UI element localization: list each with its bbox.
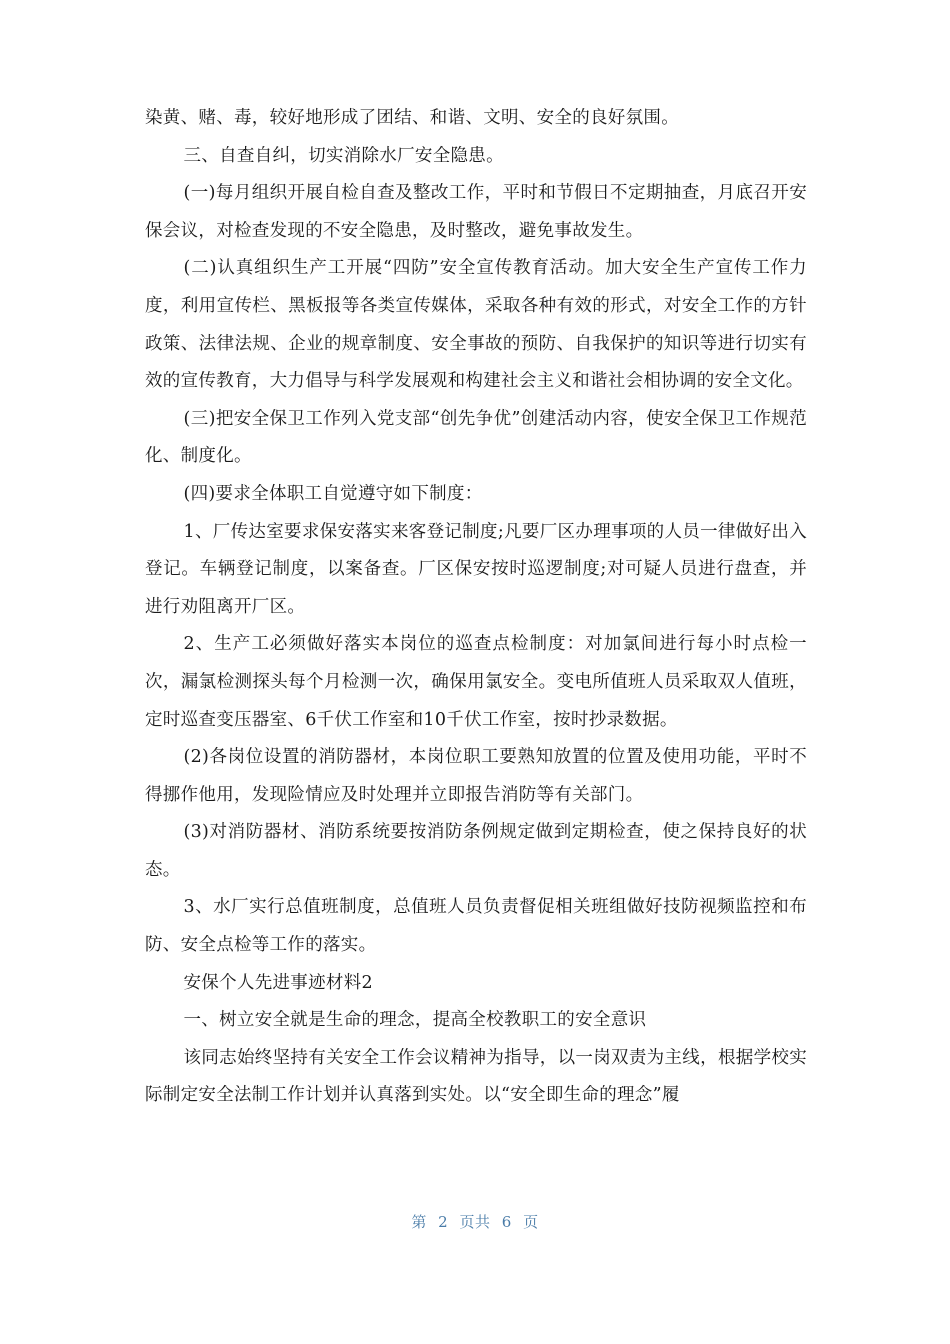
list-item: 2、生产工必须做好落实本岗位的巡查点检制度：对加氯间进行每小时点检一次，漏氯检测探头每个月检测一次，确保用氯安全。变电所值班人员采取双人值班，定时巡查变压器室、6千伏工作室和10千伏工作室，按时抄录数据。 [145,634,807,730]
current-page-number: 2 [438,1213,449,1231]
section-heading-3: 三、自查自纠，切实消除水厂安全隐患。 [183,145,504,166]
section-heading-1: 一、树立安全就是生命的理念，提高全校教职工的安全意识 [183,1010,647,1031]
paragraph: (一)每月组织开展自检自查及整改工作，平时和节假日不定期抽查，月底召开安保会议，对检查发现的不安全隐患，及时整改，避免事故发生。 [145,183,807,241]
paragraph: (二)认真组织生产工开展“四防”安全宣传教育活动。加大安全生产宣传工作力度，利用宣传栏、黑板报等各类宣传媒体，采取各种有效的形式，对安全工作的方针政策、法律法规、企业的规章制度、安全事故的预防、自我保护的知识等进行切实有效的宣传教育，大力倡导与科学发展观和构建社会主义和谐社会相协调的安全文化。 [145,258,807,392]
list-item: (3)对消防器材、消防系统要按消防条例规定做到定期检查，使之保持良好的状态。 [145,822,807,880]
document-title: 安保个人先进事迹材料2 [183,972,373,993]
list-item: 3、水厂实行总值班制度，总值班人员负责督促相关班组做好技防视频监控和布防、安全点检等工作的落实。 [145,897,807,956]
paragraph: 该同志始终坚持有关安全工作会议精神为指导，以一岗双责为主线，根据学校实际制定安全法制工作计划并认真落到实处。以“安全即生命的理念”履 [145,1047,807,1106]
total-page-count: 6 [501,1213,512,1231]
footer-prefix: 第 [411,1213,427,1231]
document-body [145,100,807,1115]
paragraph: (三)把安全保卫工作列入党支部“创先争优”创建活动内容，使安全保卫工作规范化、制度化。 [145,408,807,467]
footer-middle: 页共 [459,1213,491,1231]
page-footer [0,1211,950,1232]
list-item: (2)各岗位设置的消防器材，本岗位职工要熟知放置的位置及使用功能，平时不得挪作他用，发现险情应及时处理并立即报告消防等有关部门。 [145,747,807,805]
paragraph: 染黄、赌、毒，较好地形成了团结、和谐、文明、安全的良好氛围。 [145,108,679,128]
paragraph: (四)要求全体职工自觉遵守如下制度： [183,483,483,504]
footer-suffix: 页 [523,1213,539,1231]
list-item: 1、厂传达室要求保安落实来客登记制度;凡要厂区办理事项的人员一律做好出入登记。车辆登记制度，以案备查。厂区保安按时巡逻制度;对可疑人员进行盘查，并进行劝阻离开厂区。 [145,521,807,617]
